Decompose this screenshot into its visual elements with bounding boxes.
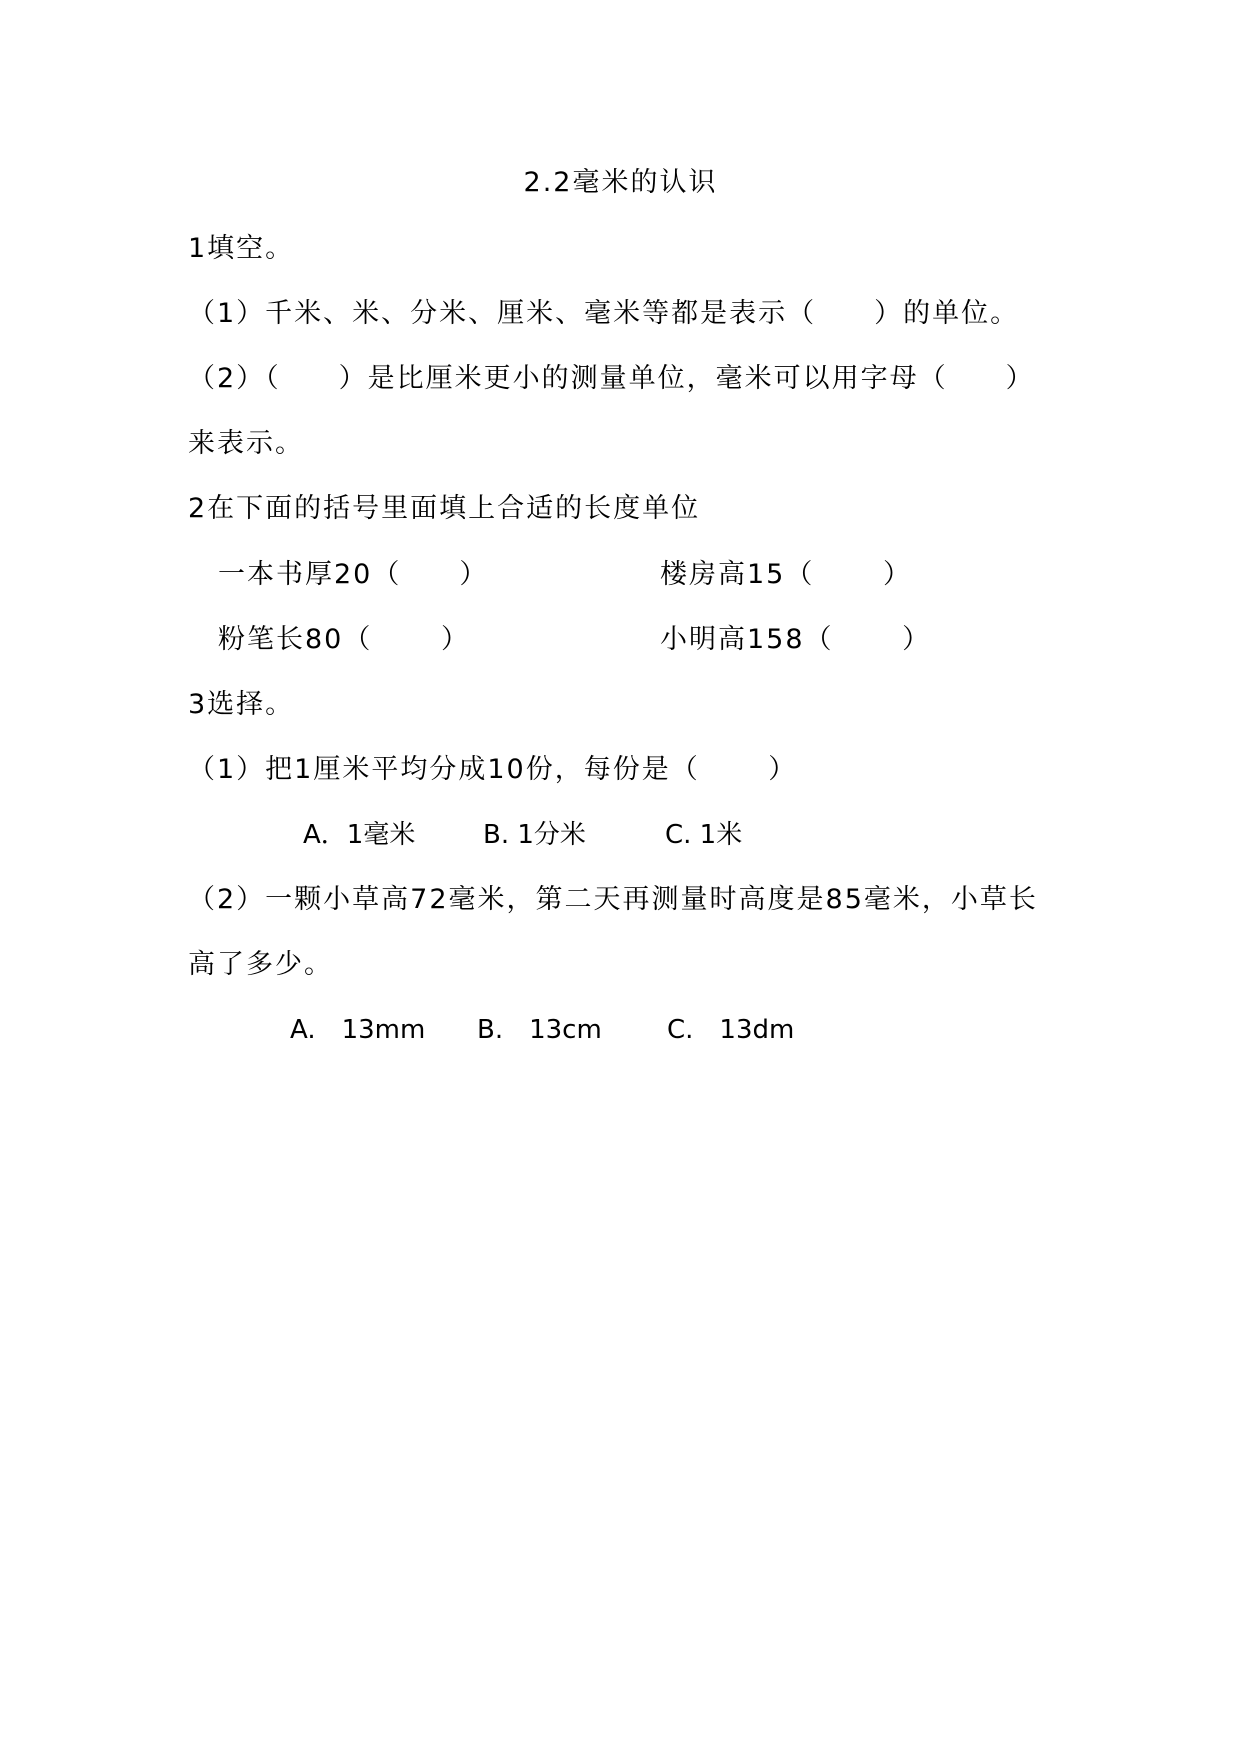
- q1-heading: 1填空。: [188, 233, 295, 264]
- q3-item1-option-b: B. 1分米: [483, 820, 586, 850]
- page-title: 2.2毫米的认识: [523, 167, 718, 198]
- q2-blank-chalk: 粉笔长80（ ）: [218, 624, 470, 655]
- q3-item2-option-b: B. 13cm: [477, 1015, 602, 1045]
- q1-item1: （1）千米、米、分米、厘米、毫米等都是表示（ ）的单位。: [188, 298, 1020, 329]
- q3-item1: （1）把1厘米平均分成10份，每份是（ ）: [188, 754, 798, 785]
- q2-blank-building: 楼房高15（ ）: [660, 559, 912, 590]
- q2-heading: 2在下面的括号里面填上合适的长度单位: [188, 493, 701, 524]
- q3-item2-line2: 高了多少。: [188, 949, 333, 980]
- q3-item2-option-a: A. 13mm: [290, 1015, 426, 1045]
- q2-blank-xiaoming: 小明高158（ ）: [660, 624, 932, 655]
- q3-heading: 3选择。: [188, 689, 295, 720]
- q1-item2-line1: （2）（ ）是比厘米更小的测量单位，毫米可以用字母（ ）: [188, 363, 1035, 394]
- q2-blank-book: 一本书厚20（ ）: [218, 559, 489, 590]
- q3-item1-option-a: A．1毫米: [303, 820, 416, 850]
- q3-item2-line1: （2）一颗小草高72毫米，第二天再测量时高度是85毫米，小草长: [188, 884, 1038, 915]
- q1-item2-line2: 来表示。: [188, 428, 304, 459]
- q3-item2-option-c: C. 13dm: [667, 1015, 795, 1045]
- q3-item1-option-c: C. 1米: [665, 820, 743, 850]
